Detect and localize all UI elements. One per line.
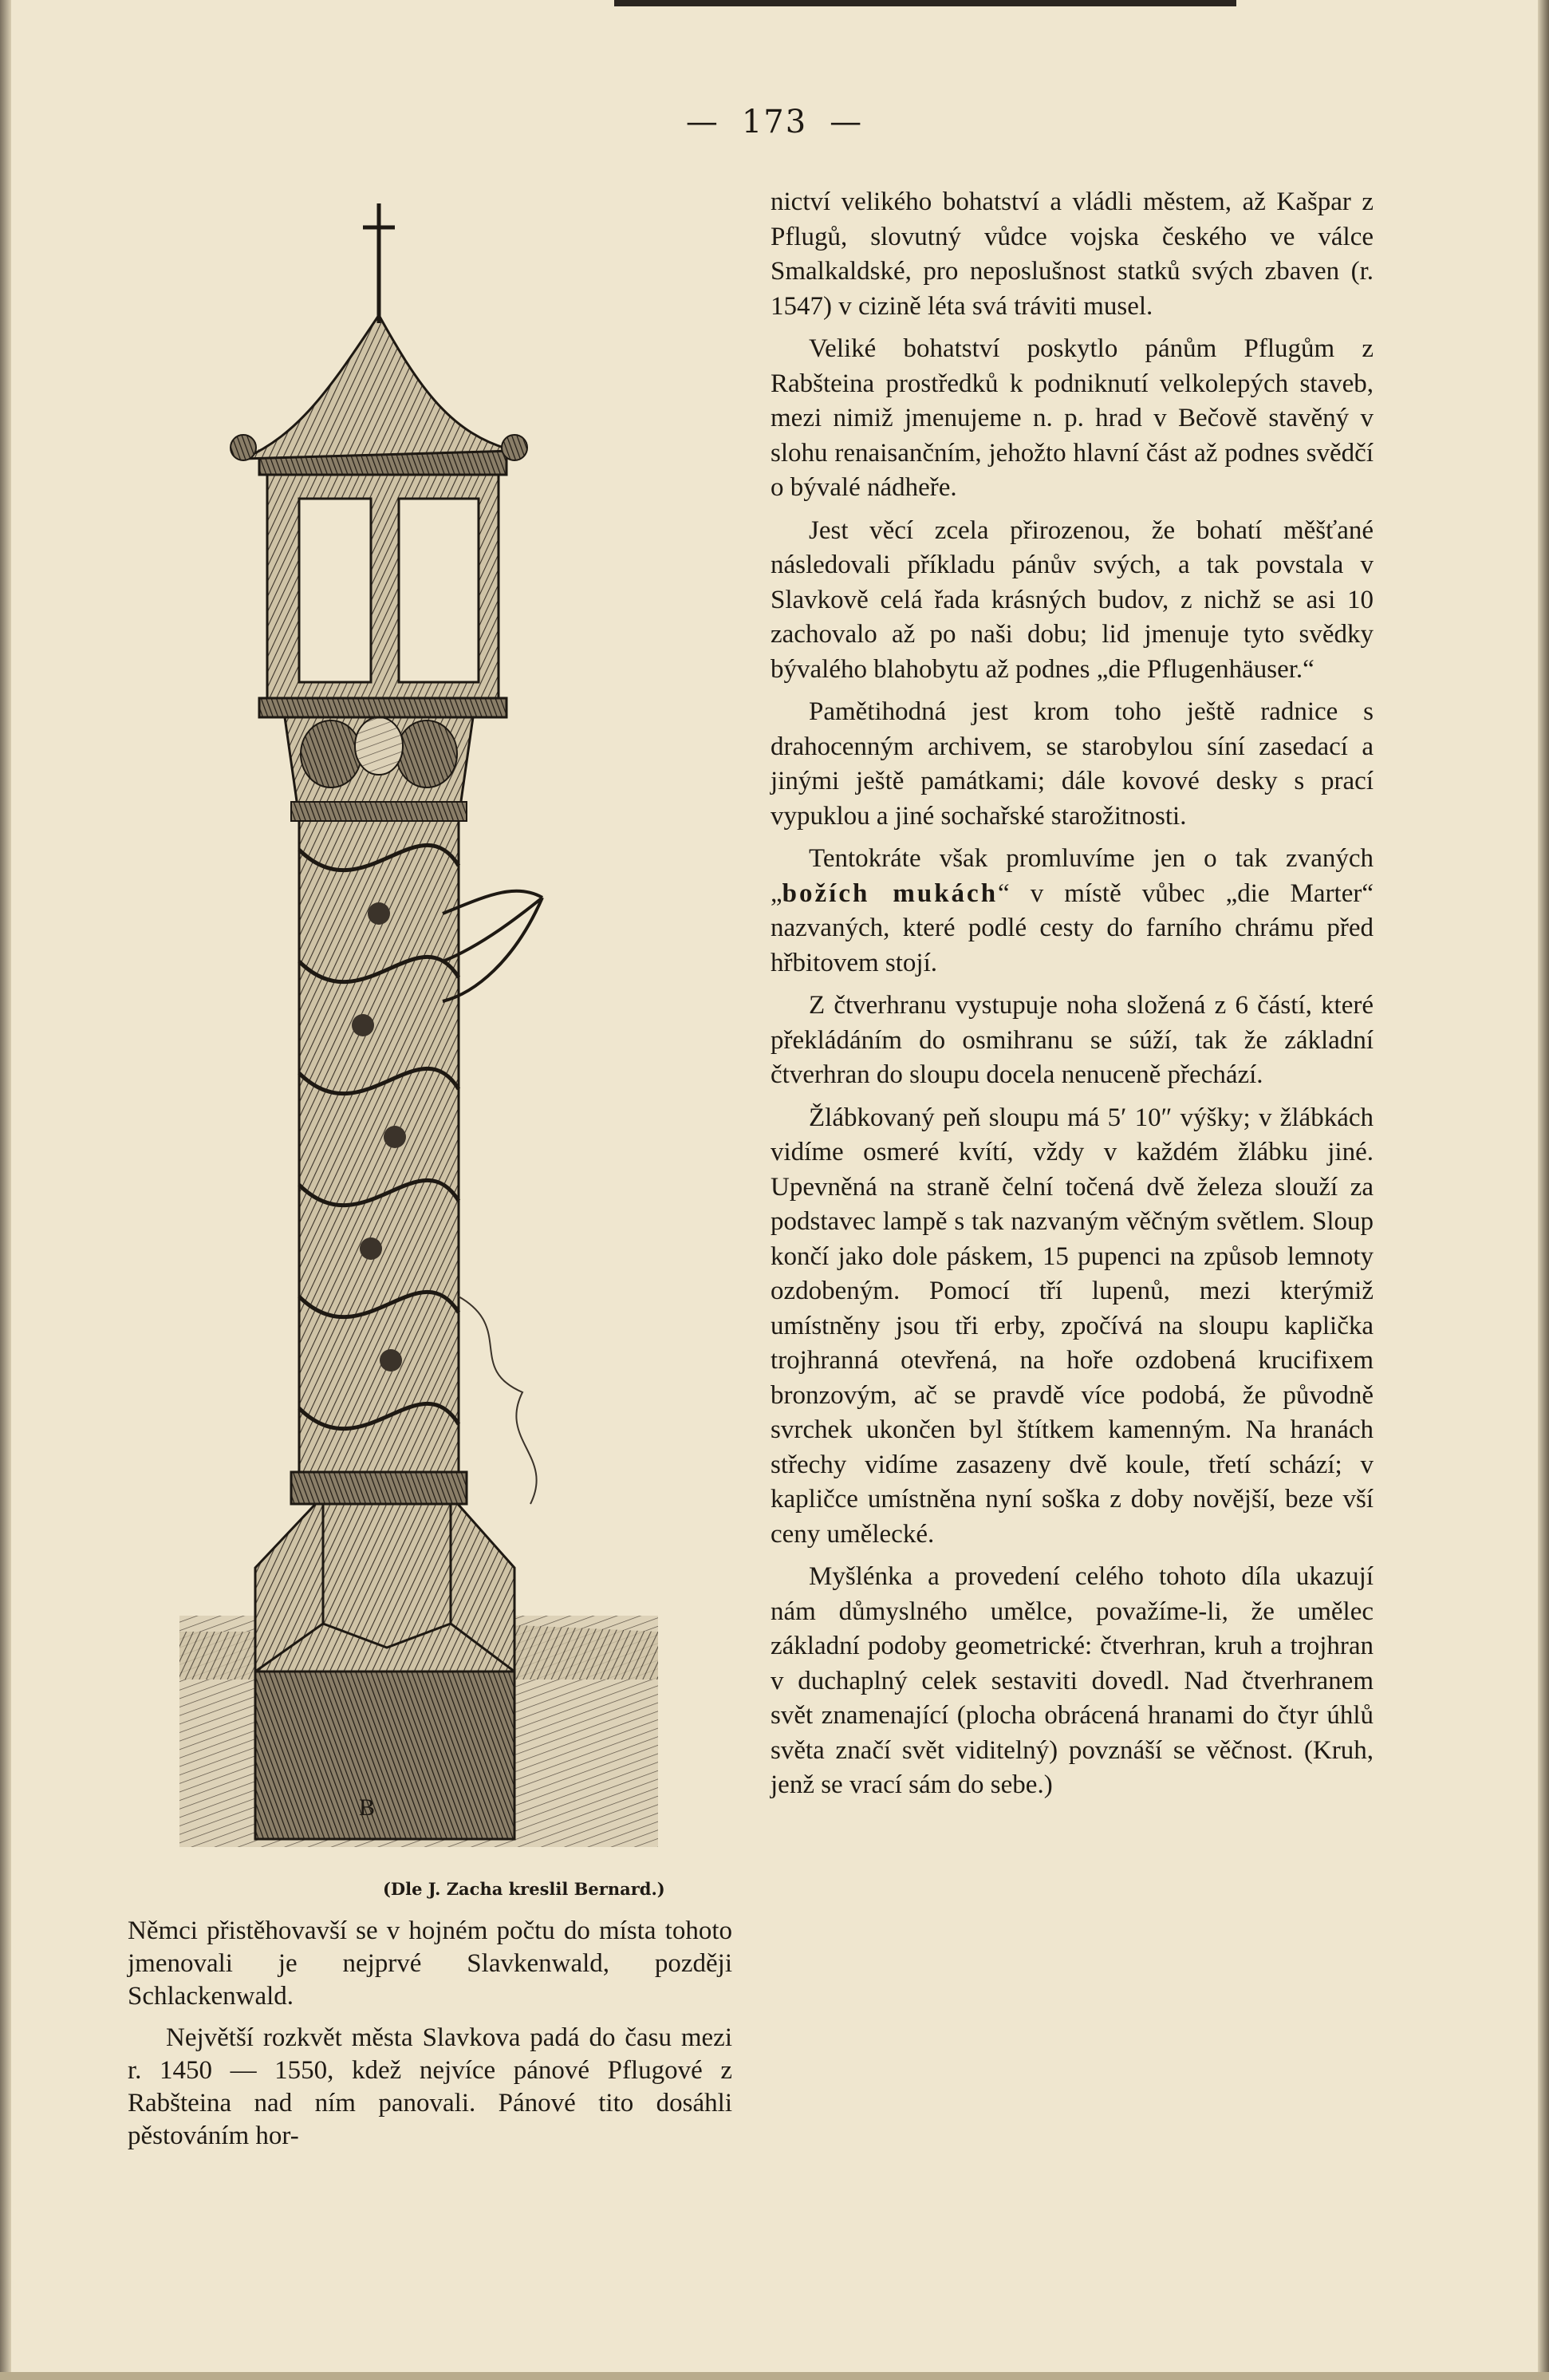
figure-caption: (Dle J. Zacha kreslil Bernard.) <box>383 1879 665 1899</box>
column-base <box>255 1496 514 1839</box>
right-paragraph-4: Pamětihodná jest krom toho ještě radnice s drahocenným archivem, se starobylou síní zasedací a jinými ještě památkami; dále kovové desky s prací vypuklou a jiné sochařské starožitnosti. <box>771 697 1374 831</box>
right-paragraph-6: Z čtverhranu vystupuje noha složená z 6 částí, které překládáním do osmihranu se súží, tak že základní čtverhran do sloupu docela nenuceně přechází. <box>771 991 1374 1089</box>
p5-spaced-term: božích mukách <box>782 878 999 908</box>
page-edge-left <box>0 0 11 2380</box>
right-column <box>771 185 1374 1803</box>
right-paragraph-1: nictví velikého bohatství a vládli městem, až Kašpar z Pflugů, slovutný vůdce vojska českého ve válce Smalkaldské, pro neposlušnost statků svých zbaven (r. 1547) v cizině léta svá tráviti musel. <box>771 187 1374 321</box>
column-shaft <box>291 818 467 1504</box>
crucifix-icon <box>363 203 395 323</box>
shrine-column-illustration <box>179 195 658 1855</box>
chapel-roof <box>231 315 527 460</box>
p5-text-after: “ v místě vůbec „die Marter“ nazvaných, které podlé cesty do farního chrámu před hřbitovem stojí. <box>771 878 1374 977</box>
page-number-value: 173 <box>741 104 808 140</box>
left-paragraph-1: Němci přistěhovavší se v hojném počtu do místa tohoto jmenovali je nejprvé Slavkenwald, později Schlackenwald. <box>128 1916 732 2011</box>
right-paragraph-8: Myšlénka a provedení celého tohoto díla ukazují nám důmyslného umělce, považíme-li, že umělec základní podoby geometrické: čtverhran, kruh a trojhran v duchaplný celek sestaviti dovedl. Nad čtverhranem svět znamenající (plocha obrácená hranami do čtyr úhlů světa značí svět viditelný) povznáší se věčnost. (Kruh, jenž se vrací sám do sebe.) <box>771 1562 1374 1799</box>
page-number-dash-right: — <box>830 104 864 140</box>
lamp-chain <box>459 1297 537 1504</box>
page-edge-top <box>614 0 1236 6</box>
p5-text-before: Tentokráte však promluvíme jen o tak zvaných „ <box>771 844 1374 908</box>
page-number <box>0 104 1549 140</box>
right-paragraph-5 <box>771 842 1374 981</box>
right-paragraph-3: Jest věcí zcela přirozenou, že bohatí měšťané následovali příkladu pánův svých, a tak povstala v Slavkově celá řada krásných budov, z nichž se asi 10 zachovalo až po naši dobu; lid jmenuje tyto svědky bývalého blahobytu až podnes „die Pflugenhäuser.“ <box>771 515 1374 684</box>
chapel-lantern <box>259 451 506 717</box>
column-capital <box>283 706 475 821</box>
right-paragraph-2: Veliké bohatství poskytlo pánům Pflugům z Rabšteina prostředků k podniknutí velkolepých staveb, mezi nimiž jmenujeme n. p. hrad v Bečově stavěný v slohu renaisančním, jehožto hlavní část až podnes svědčí o bývalé nádheře. <box>771 334 1374 502</box>
left-column <box>128 1915 732 2153</box>
page-number-dash-left: — <box>685 104 719 140</box>
engraver-monogram: B <box>359 1794 376 1821</box>
right-paragraph-7: Žlábkovaný peň sloupu má 5′ 10″ výšky; v žlábkách vidíme osmeré kvítí, vždy v každém žlábku jiné. Upevněná na straně čelní točená dvě železa slouží za podstavec lampě s tak nazvaným věčným světlem. Sloup končí jako dole páskem, 15 pupenci na způsob lemnoty ozdobeným. Pomocí tří lupenů, mezi kterýmiž umístněny jsou tři erby, zpočívá na sloupu kaplička trojhranná otevřená, na hoře ozdobená krucifixem bronzovým, ač se pravdě více podobá, že původně svrchek ukončen byl štítkem kamenným. Na hranách střechy vidíme zasazeny dvě koule, třetí schází; v kapličce umístněna nyní soška z doby novější, beze vší ceny umělecké. <box>771 1103 1374 1549</box>
page-edge-bottom <box>0 2372 1549 2380</box>
page-edge-right <box>1538 0 1549 2380</box>
left-paragraph-2: Největší rozkvět města Slavkova padá do času mezi r. 1450 — 1550, kdež nejvíce pánové Pflugové z Rabšteina nad ním panovali. Pánové tito dosáhli pěstováním hor- <box>128 2023 732 2151</box>
